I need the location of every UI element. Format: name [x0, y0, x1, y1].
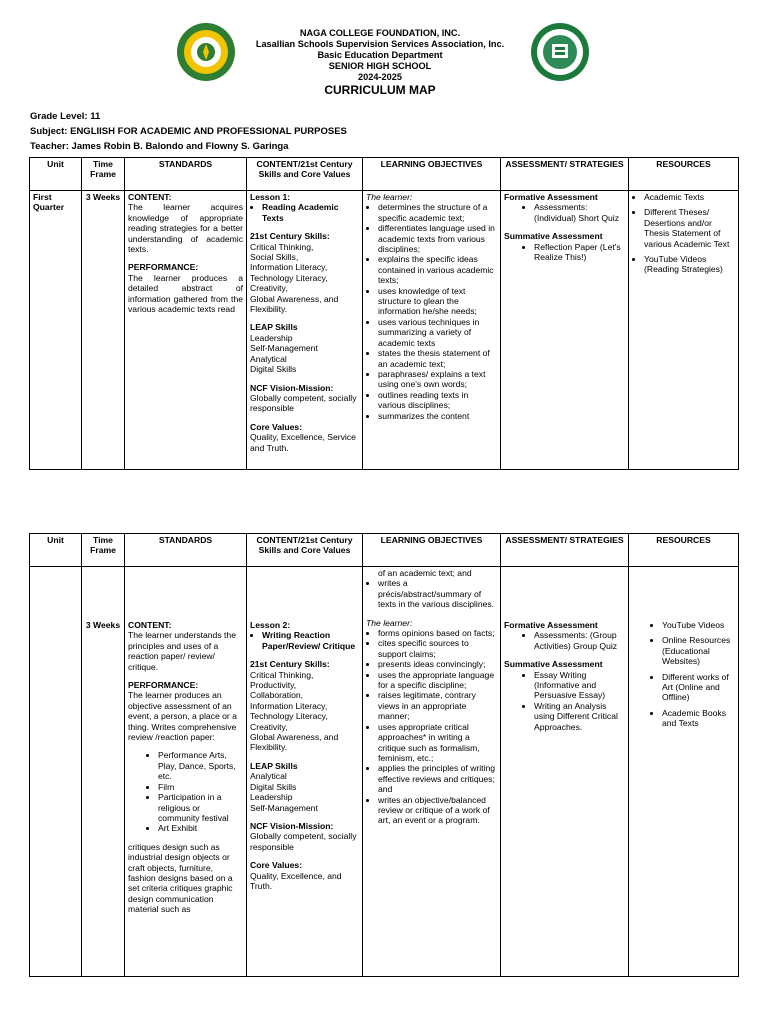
performance-heading: PERFORMANCE:	[128, 262, 199, 273]
col-learning-objectives: LEARNING OBJECTIVES	[363, 534, 501, 567]
objective-item: • paraphrases/ explains a text using one's own words;	[378, 369, 497, 390]
objectives-cell	[363, 191, 501, 470]
table-header-row	[30, 534, 739, 567]
objective-item: • writes a précis/abstract/summary of texts in the various disciplines.	[378, 578, 497, 609]
leap-item: Analytical	[250, 353, 287, 364]
objective-item: • uses appropriate critical approaches* in writing a critique such as formalism, feminism, etc.;	[378, 722, 497, 764]
table-header-row	[30, 158, 739, 191]
content-heading: CONTENT:	[128, 620, 172, 630]
summative-item: • Reflection Paper (Let's Realize This!)	[534, 242, 625, 263]
time-frame-text: 3 Weeks	[85, 620, 121, 630]
objective-item: • uses various techniques in summarizing a variety of academic texts	[378, 317, 497, 348]
skill-item: Flexibility.	[250, 742, 288, 753]
unit-cell: First Quarter	[30, 191, 82, 470]
skill-item: Critical Thinking,	[250, 241, 314, 252]
skill-item: Information Literacy,	[250, 262, 328, 273]
objectives-intro: The learner:	[366, 192, 413, 202]
col-unit: Unit	[30, 158, 82, 191]
skill-item: Flexibility.	[250, 304, 288, 315]
lesson-heading: Lesson 1:	[250, 192, 291, 202]
resources-cell	[629, 567, 739, 977]
core-values-heading: Core Values:	[250, 421, 303, 432]
ncf-text: Globally competent, socially responsible	[250, 831, 357, 852]
ncf-text: Globally competent, socially responsible	[250, 392, 357, 414]
unit-cell	[30, 567, 82, 977]
performance-item: • Art Exhibit	[158, 823, 243, 833]
performance-item: • Film	[158, 782, 243, 792]
content-cell	[247, 567, 363, 977]
leap-item: Analytical	[250, 771, 287, 782]
col-content: CONTENT/21st Century Skills and Core Values	[247, 534, 363, 567]
skill-item: Information Literacy,	[250, 700, 328, 711]
document-title: CURRICULUM MAP	[324, 83, 436, 97]
time-frame-cell: 3 Weeks	[82, 191, 125, 470]
leap-item: Digital Skills	[250, 364, 297, 375]
skill-item: Technology Literacy,	[250, 711, 328, 722]
skill-item: Collaboration,	[250, 690, 304, 701]
resource-item: • YouTube Videos	[662, 620, 735, 630]
teacher-line: Teacher: James Robin B. Balondo and Flowny S. Garinga	[30, 141, 289, 152]
skill-item: Global Awareness, and	[250, 732, 339, 743]
content-heading: CONTENT:	[128, 192, 172, 202]
leap-item: Digital Skills	[250, 781, 297, 792]
school-level: SENIOR HIGH SCHOOL	[328, 61, 432, 71]
content-cell	[247, 191, 363, 470]
col-standards: STANDARDS	[125, 158, 247, 191]
leap-item: Leadership	[250, 332, 293, 343]
document-header	[230, 28, 530, 97]
ncf-heading: NCF Vision-Mission:	[250, 382, 334, 393]
resources-cell	[629, 191, 739, 470]
skill-item: Global Awareness, and	[250, 293, 339, 304]
col-resources: RESOURCES	[629, 534, 739, 567]
summative-heading: Summative Assessment	[504, 659, 603, 670]
department-name: Basic Education Department	[317, 50, 443, 60]
col-unit: Unit	[30, 534, 82, 567]
assessment-cell	[501, 191, 629, 470]
objective-item: • raises legitimate, contrary views in an appropriate manner;	[378, 690, 497, 721]
resource-item: • Academic Books and Texts	[662, 708, 735, 729]
objective-item: • states the thesis statement of an academic text;	[378, 348, 497, 369]
subject-line: Subject: ENGLIISH FOR ACADEMIC AND PROFESSIONAL PURPOSES	[30, 126, 347, 137]
lesson-title: • Writing Reaction Paper/Review/ Critique	[262, 630, 359, 651]
objective-continued: of an academic text; and	[378, 568, 472, 578]
objective-item: • explains the specific ideas contained in various academic texts;	[378, 254, 497, 285]
core-values-text: Quality, Excellence, Service and Truth.	[250, 432, 356, 453]
performance-item: • Participation in a religious or community festival	[158, 792, 243, 823]
formative-item: • Assessments: (Individual) Short Quiz	[534, 202, 625, 223]
standards-cell	[125, 567, 247, 977]
skills-heading: 21st Century Skills:	[250, 231, 330, 242]
leap-heading: LEAP Skills	[250, 322, 298, 333]
objectives-cell	[363, 567, 501, 977]
leap-item: Self-Management	[250, 343, 318, 354]
col-standards: STANDARDS	[125, 534, 247, 567]
summative-item: • Essay Writing (Informative and Persuasive Essay)	[534, 670, 625, 701]
objective-item: • presents ideas convincingly;	[378, 659, 497, 669]
skill-item: Productivity,	[250, 680, 297, 691]
curriculum-table-2	[29, 533, 739, 977]
school-year: 2024-2025	[358, 72, 402, 82]
objective-item: • writes an objective/balanced review or critique of a work of art, an event or a program.	[378, 795, 497, 826]
curriculum-table-1	[29, 157, 739, 470]
assessment-cell	[501, 567, 629, 977]
summative-heading: Summative Assessment	[504, 231, 603, 242]
skill-item: Social Skills,	[250, 252, 299, 263]
leap-heading: LEAP Skills	[250, 760, 298, 771]
objective-item: • determines the structure of a specific academic text;	[378, 202, 497, 223]
resource-item: • Different works of Art (Online and Offline)	[662, 672, 735, 703]
col-time-frame: Time Frame	[82, 158, 125, 191]
core-values-text: Quality, Excellence, and Truth.	[250, 870, 342, 891]
objective-item: • uses knowledge of text structure to glean the information he/she needs;	[378, 286, 497, 317]
core-values-heading: Core Values:	[250, 860, 303, 871]
performance-standard: The learner produces an objective assessment of an event, a person, a place or a thing. Writes comprehensive review /reaction paper:	[128, 690, 237, 743]
performance-heading: PERFORMANCE:	[128, 680, 199, 691]
content-standard: The learner acquires knowledge of appropriate reading strategies for a better understanding of academic texts.	[128, 202, 243, 255]
table-row	[30, 567, 739, 977]
lasallian-association-seal-icon	[530, 22, 590, 82]
naga-college-seal-icon	[176, 22, 236, 82]
col-resources: RESOURCES	[629, 158, 739, 191]
objective-item: • cites specific sources to support claims;	[378, 638, 497, 659]
time-frame-cell	[82, 567, 125, 977]
lesson-title: • Reading Academic Texts	[262, 202, 359, 223]
skill-item: Creativity,	[250, 721, 288, 732]
leap-item: Self-Management	[250, 802, 318, 813]
col-learning-objectives: LEARNING OBJECTIVES	[363, 158, 501, 191]
school-name: NAGA COLLEGE FOUNDATION, INC.	[299, 28, 461, 38]
col-time-frame: Time Frame	[82, 534, 125, 567]
content-standard: The learner understands the principles and uses of a reaction paper/ review/ critique.	[128, 630, 236, 672]
skill-item: Creativity,	[250, 283, 288, 294]
performance-more: critiques design such as industrial design objects or craft objects, furniture, fashion designs based on a set criteria critiques graphic design communication material such as	[128, 841, 233, 915]
objective-item: • forms opinions based on facts;	[378, 628, 497, 638]
objectives-intro: The learner:	[366, 617, 413, 628]
skills-heading: 21st Century Skills:	[250, 659, 330, 670]
objective-item: • summarizes the content	[378, 411, 497, 421]
objective-item: • differentiates language used in academic texts from various disciplines;	[378, 223, 497, 254]
objective-item: • uses the appropriate language for a specific discipline;	[378, 670, 497, 691]
formative-heading: Formative Assessment	[504, 620, 598, 630]
skill-item: Critical Thinking,	[250, 669, 314, 680]
objective-item: • applies the principles of writing effective reviews and critiques; and	[378, 763, 497, 794]
performance-standard: The learner produces a detailed abstract of information gathered from the various academic texts read	[128, 272, 243, 315]
col-assessment: ASSESSMENT/ STRATEGIES	[501, 534, 629, 567]
lesson-heading: Lesson 2:	[250, 620, 291, 630]
table-row	[30, 191, 739, 470]
association-name: Lasallian Schools Supervision Services Association, Inc.	[255, 39, 505, 49]
resource-item: • YouTube Videos (Reading Strategies)	[644, 254, 735, 275]
summative-item: • Writing an Analysis using Different Critical Approaches.	[534, 701, 625, 732]
col-assessment: ASSESSMENT/ STRATEGIES	[501, 158, 629, 191]
resource-item: • Different Theses/ Desertions and/or Thesis Statement of various Academic Text	[644, 207, 735, 249]
formative-item: • Assessments: (Group Activities) Group Quiz	[534, 630, 625, 651]
grade-level: Grade Level: 11	[30, 111, 101, 122]
skill-item: Technology Literacy,	[250, 272, 328, 283]
resource-item: • Online Resources (Educational Websites)	[662, 635, 735, 666]
standards-cell	[125, 191, 247, 470]
objective-item: • outlines reading texts in various disciplines;	[378, 390, 497, 411]
ncf-heading: NCF Vision-Mission:	[250, 820, 334, 831]
performance-item: • Performance Arts, Play, Dance, Sports, etc.	[158, 750, 243, 781]
leap-item: Leadership	[250, 792, 293, 803]
resource-item: • Academic Texts	[644, 192, 735, 202]
formative-heading: Formative Assessment	[504, 192, 598, 202]
col-content: CONTENT/21st Century Skills and Core Values	[247, 158, 363, 191]
